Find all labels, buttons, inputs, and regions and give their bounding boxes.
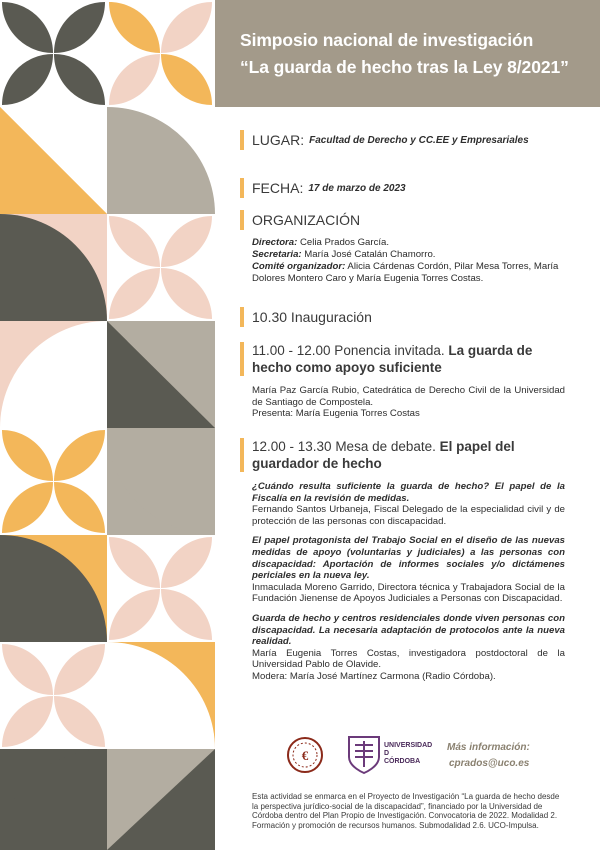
- fecha-value: 17 de marzo de 2023: [308, 182, 406, 194]
- university-line-1: UNIVERSIDAD: [384, 742, 433, 749]
- directora-label: Directora:: [252, 237, 298, 248]
- modera-text: Modera: María José Martínez Carmona (Radio Córdoba).: [252, 670, 496, 682]
- logos-area: [285, 733, 575, 778]
- more-info-label: Más información:: [447, 742, 530, 753]
- inauguracion-text: 10.30 Inauguración: [252, 309, 372, 325]
- talk-3-speaker: María Eugenia Torres Costas, investigadora postdoctoral de la Universidad Pablo de Olavide.: [252, 647, 565, 671]
- ponencia-body: [252, 385, 565, 420]
- mesa-section: [240, 438, 565, 683]
- ponencia-presenta: Presenta: María Eugenia Torres Costas: [252, 408, 420, 420]
- talk-3-title: Guarda de hecho y centros residenciales donde viven personas con discapacidad. La necesaria adaptación de protocolos ante la nueva realidad.: [252, 612, 565, 648]
- ponencia-section: [240, 342, 565, 420]
- mesa-body: [252, 481, 565, 683]
- svg-text:€: €: [301, 748, 309, 763]
- fecha-label: FECHA:: [252, 180, 304, 196]
- fecha-row: [240, 178, 406, 198]
- comite-label: Comité organizador:: [252, 261, 346, 272]
- organizacion-details: [252, 237, 562, 285]
- comite-names: Alicia Cárdenas Cordón, Pilar Mesa Torres, María Dolores Montero Caro y María Eugenia Torres Costas.: [252, 261, 559, 284]
- title-line-1: Simposio nacional de investigación: [240, 30, 534, 50]
- lugar-row: [240, 130, 529, 150]
- mosaic-pattern: [0, 0, 215, 850]
- secretaria-label: Secretaria:: [252, 249, 302, 260]
- directora-name: Celia Prados García.: [297, 237, 390, 248]
- mesa-time: 12.00 - 13.30 Mesa de debate.: [252, 439, 436, 454]
- more-info: [447, 741, 530, 771]
- talk-2-title: El papel protagonista del Trabajo Social en el diseño de las nuevas medidas de apoyo (voluntarias y judiciales) a las personas con discapacidad: Aportación de informes sociales y/o dictámenes periciales en la nueva ley.: [252, 535, 565, 582]
- organizacion-row: [240, 210, 360, 230]
- contact-email[interactable]: cprados@uco.es: [449, 758, 530, 769]
- secretaria-name: María José Catalán Chamorro.: [301, 249, 436, 260]
- mesa-title: El papel del guardador de hecho: [252, 439, 515, 471]
- ponencia-speaker: María Paz García Rubio, Catedrática de Derecho Civil de la Universidad de Santiago de Compostela.: [252, 385, 565, 408]
- ponencia-time: 11.00 - 12.00 Ponencia invitada.: [252, 343, 445, 358]
- organizacion-label: ORGANIZACIÓN: [252, 212, 361, 228]
- accent-bar: [240, 342, 244, 376]
- decorative-mosaic: [0, 0, 215, 850]
- lugar-label: LUGAR:: [252, 132, 305, 148]
- funding-note: Esta actividad se enmarca en el Proyecto de Investigación “La guarda de hecho desde la perspectiva jurídico-social de la discapacidad”, financiado por la Universidad de Córdoba dentro del Plan Propio de Investigación. Convocatoria de 2022. Modalidad 2. Formación y promoción de recursos humanos. Submodalidad 2.6. UCO-Impulsa.: [252, 792, 560, 830]
- title-line-2: “La guarda de hecho tras la Ley 8/2021”: [240, 57, 569, 77]
- talk-2-speaker: Inmaculada Moreno Garrido, Directora técnica y Trabajadora Social de la Fundación Jienense de Apoyos Judiciales a Personas con Discapacidad.: [252, 581, 565, 605]
- accent-bar: [240, 438, 244, 472]
- talk-1-speaker: Fernando Santos Urbaneja, Fiscal Delegado de la especialidad civil y de protección de las personas con discapacidad.: [252, 504, 565, 527]
- university-shield-icon: [347, 735, 381, 775]
- university-line-2: D: [384, 750, 390, 757]
- accent-bar: [240, 130, 244, 150]
- accent-bar: [240, 307, 244, 327]
- ponencia-title: La guarda de hecho como apoyo suficiente: [252, 343, 533, 375]
- accent-bar: [240, 178, 244, 198]
- inauguracion-row: [240, 307, 372, 327]
- faculty-logo-icon: [285, 735, 325, 775]
- lugar-value: Facultad de Derecho y CC.EE y Empresariales: [309, 134, 529, 146]
- talk-1-title: ¿Cuándo resulta suficiente la guarda de hecho? El papel de la Fiscalía en la revisión de medidas.: [252, 481, 565, 504]
- university-line-3: CÓRDOBA: [384, 758, 421, 765]
- accent-bar: [240, 210, 244, 230]
- mesa-heading: [240, 438, 565, 472]
- ponencia-heading: [240, 342, 565, 376]
- title-banner: [215, 0, 600, 107]
- university-name: [384, 742, 432, 766]
